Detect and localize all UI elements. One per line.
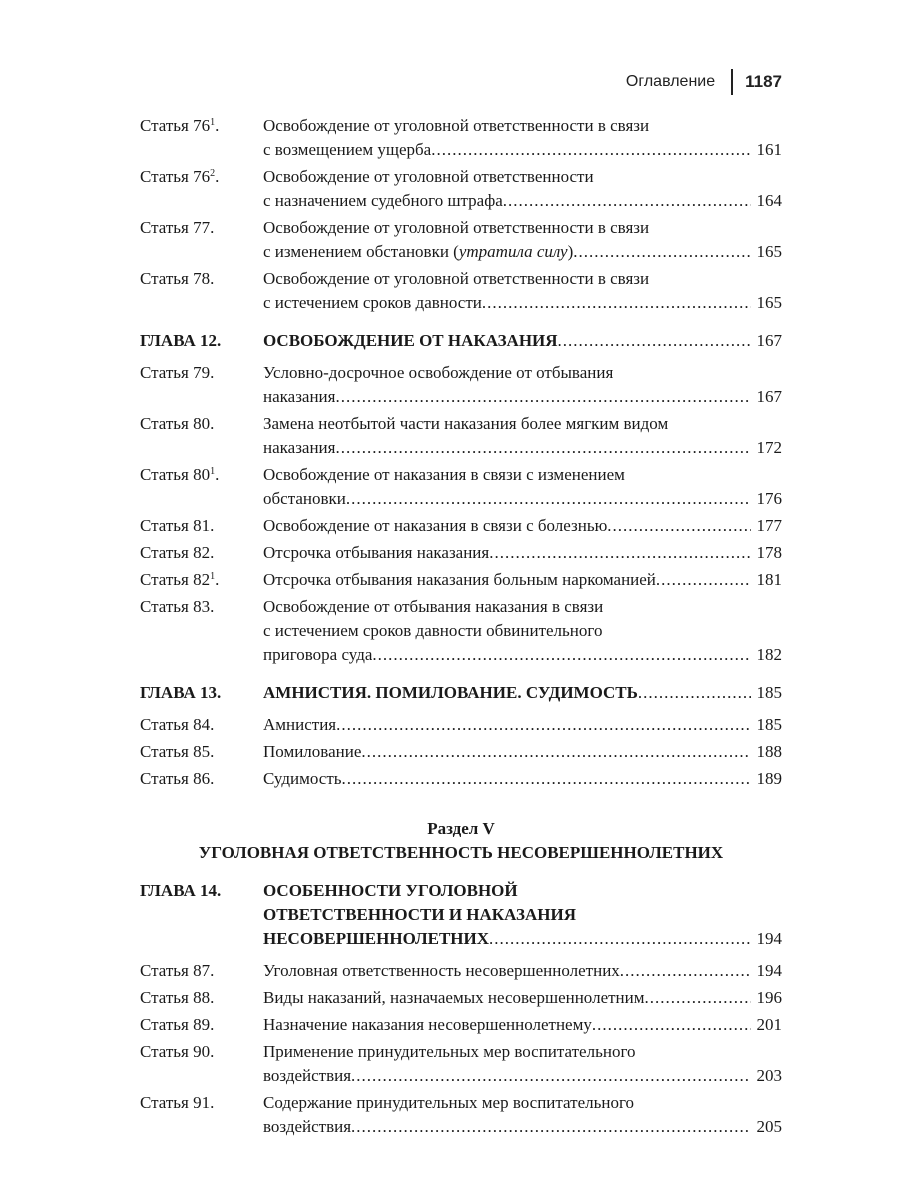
entry-label-suffix: . (215, 570, 220, 589)
entry-label-text: Статья 76 (140, 116, 211, 135)
entry-page-number: 185 (756, 715, 782, 734)
entry-label-text: Статья 84. (140, 715, 215, 734)
entry-title-text (263, 740, 361, 764)
entry-label-text: Статья 89. (140, 1015, 215, 1034)
entry-title-last-line (263, 959, 782, 983)
table-of-contents (140, 114, 782, 1142)
entry-page-number: 205 (756, 1117, 782, 1136)
entry-title-line: Освобождение от отбывания наказания в связи (263, 597, 604, 616)
entry-page-number: 185 (756, 683, 782, 702)
section-heading (140, 817, 782, 865)
entry-label-text: Статья 82 (140, 570, 211, 589)
entry-title-text (263, 959, 620, 983)
entry-title-line: с истечением сроков давности обвинительного (263, 621, 603, 640)
entry-page-number: 178 (756, 543, 782, 562)
toc-chapter-entry[interactable] (140, 681, 782, 705)
entry-page-number: 182 (756, 645, 782, 664)
entry-title-text (263, 767, 342, 791)
entry-title-last-line (263, 541, 782, 565)
entry-title (263, 165, 782, 213)
entry-label-text: ГЛАВА 12. (140, 331, 222, 350)
entry-title-segment: НЕСОВЕРШЕННОЛЕТНИХ (263, 929, 490, 948)
entry-page-number: 165 (756, 293, 782, 312)
entry-label-superscript: 2 (210, 168, 216, 179)
toc-article-entry[interactable] (140, 463, 782, 511)
toc-article-entry[interactable] (140, 1091, 782, 1139)
entry-label (140, 361, 263, 409)
entry-title (263, 986, 782, 1010)
entry-label-superscript: 1 (210, 117, 216, 128)
dot-leader (342, 767, 751, 791)
toc-article-entry[interactable] (140, 568, 782, 592)
entry-label-text: Статья 78. (140, 269, 215, 288)
entry-title (263, 514, 782, 538)
entry-title-text (263, 329, 558, 353)
entry-title-segment: воздействия (263, 1117, 352, 1136)
entry-page-number: 161 (756, 140, 782, 159)
toc-chapter-entry[interactable] (140, 879, 782, 951)
entry-page-number: 165 (756, 242, 782, 261)
entry-title-text (263, 291, 482, 315)
entry-title-line: ОТВЕТСТВЕННОСТИ И НАКАЗАНИЯ (263, 905, 576, 924)
entry-title-segment: Уголовная ответственность несовершеннолетних (263, 961, 620, 980)
toc-article-entry[interactable] (140, 1040, 782, 1088)
entry-label-text: Статья 88. (140, 988, 215, 1007)
entry-label-text: Статья 82. (140, 543, 215, 562)
toc-article-entry[interactable] (140, 514, 782, 538)
toc-article-entry[interactable] (140, 767, 782, 791)
toc-chapter-entry[interactable] (140, 329, 782, 353)
entry-label (140, 463, 263, 511)
entry-title-line: ОСОБЕННОСТИ УГОЛОВНОЙ (263, 881, 518, 900)
entry-label-text: Статья 79. (140, 363, 215, 382)
entry-title-segment: Назначение наказания несовершеннолетнему (263, 1015, 592, 1034)
entry-label (140, 713, 263, 737)
entry-label (140, 740, 263, 764)
entry-title-last-line (263, 189, 782, 213)
entry-title-text (263, 1064, 351, 1088)
dot-leader (620, 959, 751, 983)
entry-label (140, 681, 263, 705)
entry-title-segment: Отсрочка отбывания наказания (263, 543, 490, 562)
toc-article-entry[interactable] (140, 986, 782, 1010)
entry-title-last-line (263, 1013, 782, 1037)
entry-label (140, 595, 263, 667)
entry-title (263, 959, 782, 983)
entry-label (140, 1091, 263, 1139)
entry-label (140, 1040, 263, 1088)
entry-title-segment: ОСВОБОЖДЕНИЕ ОТ НАКАЗАНИЯ (263, 331, 558, 350)
entry-title-last-line (263, 240, 782, 264)
entry-title-text (263, 514, 607, 538)
entry-title-last-line (263, 643, 782, 667)
entry-title-segment: АМНИСТИЯ. ПОМИЛОВАНИЕ. СУДИМОСТЬ (263, 683, 638, 702)
entry-title-segment: наказания (263, 387, 336, 406)
entry-page-number: 164 (756, 191, 782, 210)
entry-title-text (263, 1115, 351, 1139)
entry-label-text: Статья 80. (140, 414, 215, 433)
entry-page-number: 189 (756, 769, 782, 788)
entry-title (263, 595, 782, 667)
entry-title-segment: с назначением судебного штрафа (263, 191, 503, 210)
entry-label-text: Статья 76 (140, 167, 211, 186)
entry-title (263, 740, 782, 764)
entry-title-last-line (263, 986, 782, 1010)
entry-label (140, 114, 263, 162)
toc-article-entry[interactable] (140, 165, 782, 213)
entry-page-number: 201 (756, 1015, 782, 1034)
entry-page-number: 196 (756, 988, 782, 1007)
entry-title (263, 216, 782, 264)
entry-title-segment: обстановки (263, 489, 346, 508)
entry-title-last-line (263, 713, 782, 737)
entry-page-number: 194 (756, 961, 782, 980)
entry-title-last-line (263, 681, 782, 705)
dot-leader (336, 713, 750, 737)
entry-title-segment: воздействия (263, 1066, 352, 1085)
entry-title-line: Замена неотбытой части наказания более мягким видом (263, 414, 669, 433)
entry-page-number: 177 (756, 516, 782, 535)
dot-leader (558, 329, 751, 353)
entry-title-segment: с истечением сроков давности (263, 293, 482, 312)
dot-leader (361, 740, 750, 764)
entry-label-text: Статья 91. (140, 1093, 215, 1112)
toc-article-entry[interactable] (140, 1013, 782, 1037)
entry-title-text (263, 568, 656, 592)
entry-label-text: Статья 85. (140, 742, 215, 761)
entry-title-last-line (263, 568, 782, 592)
entry-title-last-line (263, 1115, 782, 1139)
running-header (626, 70, 782, 94)
entry-label (140, 541, 263, 565)
entry-label-suffix: . (215, 167, 220, 186)
dot-leader (482, 291, 751, 315)
entry-title (263, 879, 782, 951)
entry-title-text (263, 927, 489, 951)
toc-article-entry[interactable] (140, 595, 782, 667)
entry-label (140, 216, 263, 264)
dot-leader (645, 986, 751, 1010)
entry-title (263, 767, 782, 791)
entry-title-segment: Помилование (263, 742, 362, 761)
entry-title-segment: наказания (263, 438, 336, 457)
dot-leader (656, 568, 751, 592)
entry-title-last-line (263, 385, 782, 409)
entry-label-text: Статья 80 (140, 465, 211, 484)
header-divider (731, 69, 733, 95)
entry-title (263, 1040, 782, 1088)
entry-label-text: Статья 81. (140, 516, 215, 535)
dot-leader (431, 138, 750, 162)
entry-title-segment: Виды наказаний, назначаемых несовершеннолетним (263, 988, 645, 1007)
entry-label-suffix: . (215, 116, 220, 135)
entry-title-text (263, 436, 335, 460)
entry-page-number: 194 (756, 929, 782, 948)
entry-title-segment: с возмещением ущерба (263, 140, 432, 159)
header-title: Оглавление (625, 73, 716, 90)
section-heading-line: УГОЛОВНАЯ ОТВЕТСТВЕННОСТЬ НЕСОВЕРШЕННОЛЕТНИХ (198, 843, 724, 862)
entry-label (140, 329, 263, 353)
toc-article-entry[interactable] (140, 216, 782, 264)
entry-page-number: 188 (756, 742, 782, 761)
dot-leader (351, 1064, 750, 1088)
entry-title-line: Содержание принудительных мер воспитательного (263, 1093, 635, 1112)
entry-label-text: Статья 90. (140, 1042, 215, 1061)
entry-title (263, 1091, 782, 1139)
toc-article-entry[interactable] (140, 114, 782, 162)
section-heading-line: Раздел V (427, 819, 495, 838)
entry-title-line: Освобождение от уголовной ответственности (263, 167, 594, 186)
entry-title-text (263, 681, 638, 705)
dot-leader (503, 189, 751, 213)
header-page-number: 1187 (745, 72, 782, 91)
entry-title (263, 541, 782, 565)
entry-title (263, 114, 782, 162)
entry-label-text: Статья 87. (140, 961, 215, 980)
entry-title-text (263, 541, 489, 565)
entry-title-segment: Амнистия (263, 715, 337, 734)
entry-title-text (263, 189, 503, 213)
entry-title-line: Применение принудительных мер воспитательного (263, 1042, 636, 1061)
entry-title-last-line (263, 138, 782, 162)
entry-title-text (263, 385, 335, 409)
entry-title-line: Освобождение от уголовной ответственности в связи (263, 269, 650, 288)
entry-title (263, 329, 782, 353)
entry-title (263, 1013, 782, 1037)
entry-title-text (263, 240, 573, 264)
entry-title-segment: Отсрочка отбывания наказания больным наркоманией (263, 570, 656, 589)
entry-title-text (263, 1013, 592, 1037)
entry-title-last-line (263, 436, 782, 460)
entry-label (140, 959, 263, 983)
entry-title-last-line (263, 514, 782, 538)
entry-title (263, 361, 782, 409)
entry-title (263, 568, 782, 592)
dot-leader (489, 541, 750, 565)
entry-title (263, 713, 782, 737)
entry-title (263, 267, 782, 315)
entry-page-number: 181 (756, 570, 782, 589)
entry-title-line: Условно-досрочное освобождение от отбывания (263, 363, 614, 382)
entry-title-segment: приговора суда (263, 645, 373, 664)
toc-article-entry[interactable] (140, 740, 782, 764)
entry-label (140, 412, 263, 460)
entry-title-segment: с изменением обстановки ( (263, 242, 459, 261)
entry-title-line: Освобождение от уголовной ответственности в связи (263, 218, 650, 237)
entry-title-last-line (263, 927, 782, 951)
toc-article-entry[interactable] (140, 959, 782, 983)
entry-label (140, 1013, 263, 1037)
entry-page-number: 167 (756, 331, 782, 350)
entry-title (263, 681, 782, 705)
dot-leader (335, 436, 750, 460)
entry-label (140, 568, 263, 592)
entry-title-text (263, 487, 346, 511)
entry-title (263, 412, 782, 460)
dot-leader (489, 927, 750, 951)
entry-label (140, 267, 263, 315)
entry-title (263, 463, 782, 511)
entry-title-text (263, 713, 336, 737)
dot-leader (335, 385, 750, 409)
entry-label (140, 986, 263, 1010)
entry-title-last-line (263, 329, 782, 353)
entry-page-number: 176 (756, 489, 782, 508)
entry-label-text: Статья 83. (140, 597, 215, 616)
entry-title-text (263, 986, 645, 1010)
entry-page-number: 203 (756, 1066, 782, 1085)
entry-title-segment-after: ) (567, 242, 574, 261)
entry-label (140, 767, 263, 791)
entry-label-suffix: . (215, 465, 220, 484)
entry-title-last-line (263, 740, 782, 764)
entry-label (140, 514, 263, 538)
entry-title-line: Освобождение от наказания в связи с изменением (263, 465, 625, 484)
entry-label-superscript: 1 (210, 571, 216, 582)
entry-label-text: ГЛАВА 13. (140, 683, 222, 702)
entry-page-number: 167 (756, 387, 782, 406)
entry-label-superscript: 1 (210, 466, 216, 477)
dot-leader (351, 1115, 750, 1139)
dot-leader (638, 681, 751, 705)
dot-leader (346, 487, 751, 511)
toc-article-entry[interactable] (140, 412, 782, 460)
entry-title-last-line (263, 767, 782, 791)
entry-label (140, 879, 263, 951)
toc-article-entry[interactable] (140, 361, 782, 409)
entry-page-number: 172 (756, 438, 782, 457)
entry-label-text: ГЛАВА 14. (140, 881, 222, 900)
entry-title-line: Освобождение от уголовной ответственности в связи (263, 116, 650, 135)
dot-leader (573, 240, 750, 264)
entry-title-italic: утратила силу (458, 242, 568, 261)
toc-article-entry[interactable] (140, 713, 782, 737)
entry-label-text: Статья 86. (140, 769, 215, 788)
entry-title-segment: Освобождение от наказания в связи с болезнью (263, 516, 608, 535)
dot-leader (372, 643, 750, 667)
dot-leader (607, 514, 750, 538)
toc-article-entry[interactable] (140, 541, 782, 565)
entry-label-text: Статья 77. (140, 218, 215, 237)
entry-title-text (263, 643, 372, 667)
entry-title-text (263, 138, 431, 162)
dot-leader (592, 1013, 751, 1037)
toc-article-entry[interactable] (140, 267, 782, 315)
entry-label (140, 165, 263, 213)
entry-title-last-line (263, 291, 782, 315)
entry-title-segment: Судимость (263, 769, 342, 788)
entry-title-last-line (263, 487, 782, 511)
entry-title-last-line (263, 1064, 782, 1088)
